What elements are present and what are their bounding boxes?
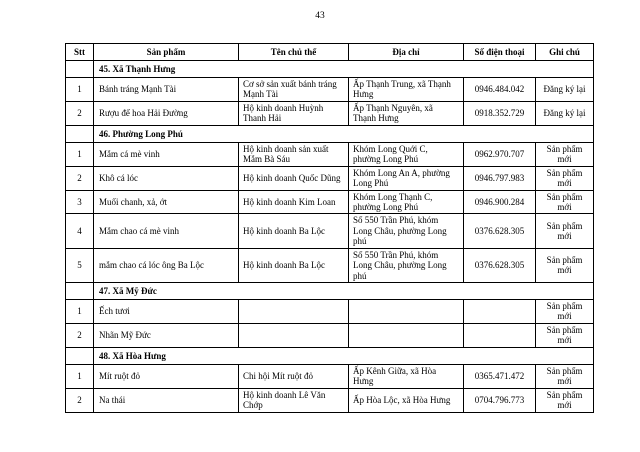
product-row	[66, 166, 594, 190]
cell-stt: 1	[66, 300, 94, 324]
column-header-dia_chi: Địa chỉ	[349, 44, 464, 61]
cell-ten_chu_the: Chi hội Mít ruột đỏ	[239, 364, 349, 388]
section-row	[66, 125, 594, 142]
product-row	[66, 364, 594, 388]
section-stt-cell	[66, 61, 94, 78]
cell-stt: 4	[66, 214, 94, 248]
cell-ghi_chu: Sản phẩm mới	[536, 248, 594, 282]
column-header-so_dien_thoai: Số điện thoại	[464, 44, 536, 61]
cell-san_pham: Nhãn Mỹ Đức	[94, 323, 239, 347]
column-header-ghi_chu: Ghi chú	[536, 44, 594, 61]
cell-ghi_chu: Sản phẩm mới	[536, 166, 594, 190]
cell-san_pham: mắm chao cá lóc ông Ba Lộc	[94, 248, 239, 282]
cell-ten_chu_the	[239, 323, 349, 347]
table-body	[66, 61, 594, 413]
cell-so_dien_thoai: 0946.797.983	[464, 166, 536, 190]
cell-so_dien_thoai: 0704.796.773	[464, 388, 536, 412]
product-row	[66, 190, 594, 214]
cell-ten_chu_the: Hộ kinh doanh Ba Lộc	[239, 214, 349, 248]
section-row	[66, 347, 594, 364]
cell-ghi_chu: Sản phẩm mới	[536, 388, 594, 412]
cell-so_dien_thoai	[464, 323, 536, 347]
cell-dia_chi: Ấp Thạnh Nguyên, xã Thạnh Hưng	[349, 101, 464, 125]
products-table	[65, 43, 594, 413]
table-header-row	[66, 44, 594, 61]
cell-ghi_chu: Sản phẩm mới	[536, 300, 594, 324]
cell-san_pham: Rượu đế hoa Hải Đường	[94, 101, 239, 125]
section-row	[66, 283, 594, 300]
cell-ten_chu_the: Cơ sở sản xuất bánh tráng Mạnh Tài	[239, 78, 349, 102]
cell-stt: 1	[66, 364, 94, 388]
cell-ten_chu_the: Hộ kinh doanh Kim Loan	[239, 190, 349, 214]
cell-san_pham: Muối chanh, xả, ớt	[94, 190, 239, 214]
cell-dia_chi: Ấp Thạnh Trung, xã Thạnh Hưng	[349, 78, 464, 102]
cell-stt: 2	[66, 166, 94, 190]
cell-san_pham: Khô cá lóc	[94, 166, 239, 190]
cell-dia_chi: Ấp Kênh Giữa, xã Hòa Hưng	[349, 364, 464, 388]
section-title: 47. Xã Mỹ Đức	[94, 283, 594, 300]
product-row	[66, 142, 594, 166]
product-row	[66, 78, 594, 102]
cell-ghi_chu: Sản phẩm mới	[536, 190, 594, 214]
cell-stt: 3	[66, 190, 94, 214]
cell-dia_chi: Khóm Long Thạnh C, phường Long Phú	[349, 190, 464, 214]
product-row	[66, 214, 594, 248]
cell-san_pham: Ếch tươi	[94, 300, 239, 324]
product-row	[66, 323, 594, 347]
product-row	[66, 388, 594, 412]
page-number: 43	[315, 11, 325, 21]
cell-dia_chi	[349, 300, 464, 324]
section-stt-cell	[66, 125, 94, 142]
cell-ghi_chu: Sản phẩm mới	[536, 142, 594, 166]
cell-ghi_chu: Đăng ký lại	[536, 78, 594, 102]
cell-stt: 2	[66, 388, 94, 412]
cell-dia_chi: Số 550 Trần Phú, khóm Long Châu, phường Long phú	[349, 214, 464, 248]
cell-ten_chu_the: Hộ kinh doanh Huỳnh Thanh Hải	[239, 101, 349, 125]
cell-ten_chu_the: Hộ kinh doanh Quốc Dũng	[239, 166, 349, 190]
cell-san_pham: Mít ruột đỏ	[94, 364, 239, 388]
cell-so_dien_thoai: 0918.352.729	[464, 101, 536, 125]
cell-stt: 2	[66, 101, 94, 125]
cell-ten_chu_the: Hộ kinh doanh Lê Văn Chớp	[239, 388, 349, 412]
cell-dia_chi: Khóm Long An A, phường Long Phú	[349, 166, 464, 190]
cell-dia_chi: Ấp Hòa Lộc, xã Hòa Hưng	[349, 388, 464, 412]
cell-dia_chi: Số 550 Trần Phú, khóm Long Châu, phường Long phú	[349, 248, 464, 282]
cell-so_dien_thoai: 0946.484.042	[464, 78, 536, 102]
table-head	[66, 44, 594, 61]
cell-ghi_chu: Sản phẩm mới	[536, 323, 594, 347]
cell-so_dien_thoai	[464, 300, 536, 324]
section-title: 48. Xã Hòa Hưng	[94, 347, 594, 364]
cell-san_pham: Na thái	[94, 388, 239, 412]
cell-so_dien_thoai: 0962.970.707	[464, 142, 536, 166]
cell-stt: 1	[66, 78, 94, 102]
cell-san_pham: Mắm chao cá mè vinh	[94, 214, 239, 248]
cell-stt: 5	[66, 248, 94, 282]
cell-so_dien_thoai: 0365.471.472	[464, 364, 536, 388]
section-title: 45. Xã Thạnh Hưng	[94, 61, 594, 78]
section-stt-cell	[66, 283, 94, 300]
product-row	[66, 248, 594, 282]
cell-ten_chu_the: Hộ kinh doanh Ba Lộc	[239, 248, 349, 282]
column-header-ten_chu_the: Tên chủ thể	[239, 44, 349, 61]
column-header-san_pham: Sản phẩm	[94, 44, 239, 61]
cell-ten_chu_the: Hộ kinh doanh sản xuất Mắm Bà Sáu	[239, 142, 349, 166]
cell-ten_chu_the	[239, 300, 349, 324]
cell-ghi_chu: Sản phẩm mới	[536, 214, 594, 248]
product-row	[66, 101, 594, 125]
cell-dia_chi	[349, 323, 464, 347]
cell-ghi_chu: Sản phẩm mới	[536, 364, 594, 388]
section-row	[66, 61, 594, 78]
cell-dia_chi: Khóm Long Quới C, phường Long Phú	[349, 142, 464, 166]
cell-so_dien_thoai: 0376.628.305	[464, 248, 536, 282]
section-stt-cell	[66, 347, 94, 364]
cell-ghi_chu: Đăng ký lại	[536, 101, 594, 125]
cell-san_pham: Bánh tráng Mạnh Tài	[94, 78, 239, 102]
column-header-stt: Stt	[66, 44, 94, 61]
cell-stt: 1	[66, 142, 94, 166]
cell-so_dien_thoai: 0376.628.305	[464, 214, 536, 248]
section-title: 46. Phường Long Phú	[94, 125, 594, 142]
cell-so_dien_thoai: 0946.900.284	[464, 190, 536, 214]
cell-san_pham: Mắm cá mè vinh	[94, 142, 239, 166]
cell-stt: 2	[66, 323, 94, 347]
product-row	[66, 300, 594, 324]
